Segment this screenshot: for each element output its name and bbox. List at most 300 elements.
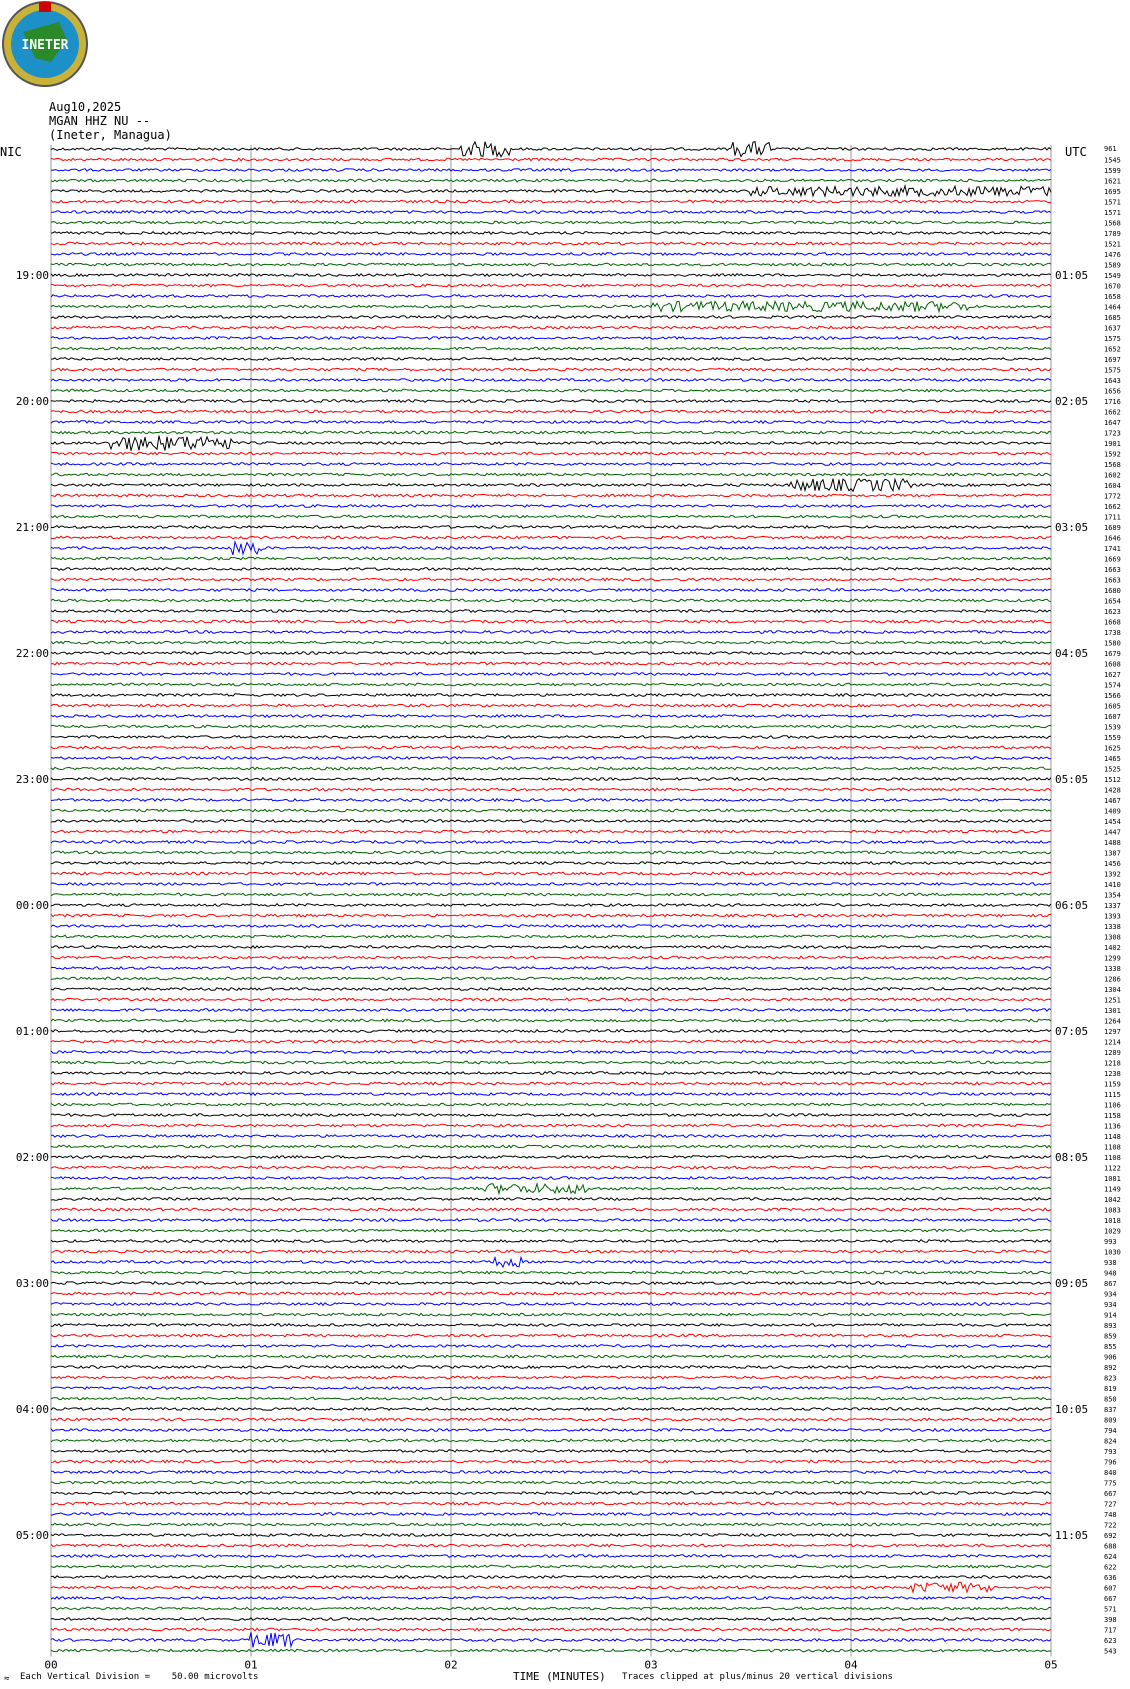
trace-count-label: 1568 [1104, 219, 1121, 228]
trace-count-label: 775 [1104, 1479, 1117, 1488]
x-tick-label: 05 [1044, 1658, 1058, 1672]
seismic-trace [51, 494, 1051, 497]
trace-count-label: 1108 [1104, 1143, 1121, 1152]
trace-count-label: 1454 [1104, 818, 1121, 826]
trace-count-label: 1658 [1104, 293, 1121, 301]
trace-count-label: 867 [1104, 1280, 1117, 1288]
seismic-trace [51, 326, 1051, 329]
trace-count-label: 1029 [1104, 1227, 1121, 1236]
seismic-trace [51, 1313, 1051, 1316]
seismic-trace [51, 1628, 1051, 1631]
seismic-trace [51, 977, 1051, 980]
trace-count-label: 1663 [1104, 576, 1121, 585]
seismic-trace [51, 935, 1051, 938]
trace-count-label: 1575 [1104, 335, 1121, 343]
trace-count-label: 1568 [1104, 461, 1121, 469]
seismic-trace [51, 542, 1051, 555]
seismic-trace [51, 1345, 1051, 1348]
trace-count-label: 1623 [1104, 608, 1121, 616]
seismic-trace [51, 1408, 1051, 1411]
trace-count-label: 1521 [1104, 240, 1121, 249]
seismic-trace [51, 1439, 1051, 1442]
trace-count-label: 809 [1104, 1416, 1117, 1425]
trace-count-label: 1679 [1104, 650, 1121, 658]
seismic-trace [51, 1502, 1051, 1505]
trace-count-label: 1338 [1104, 965, 1121, 973]
trace-count-label: 1599 [1104, 167, 1121, 175]
trace-count-label: 1149 [1104, 1185, 1121, 1194]
trace-count-label: 1574 [1104, 681, 1121, 690]
seismic-trace [51, 295, 1051, 298]
seismic-trace [51, 883, 1051, 886]
trace-count-label: 1575 [1104, 366, 1121, 375]
seismic-trace [51, 1376, 1051, 1379]
trace-count-label: 1136 [1104, 1122, 1121, 1131]
seismic-trace [51, 778, 1051, 781]
trace-count-label: 837 [1104, 1406, 1117, 1414]
seismic-trace [51, 400, 1051, 403]
seismic-trace [51, 1303, 1051, 1306]
seismic-trace [51, 1135, 1051, 1138]
seismic-trace [51, 421, 1051, 424]
trace-count-label: 819 [1104, 1385, 1117, 1393]
seismic-trace [51, 389, 1051, 392]
left-hour-label: 05:00 [15, 1529, 49, 1542]
trace-count-label: 1525 [1104, 765, 1121, 774]
seismic-trace [51, 1082, 1051, 1085]
seismic-trace [51, 809, 1051, 812]
trace-count-label: 840 [1104, 1469, 1117, 1477]
seismic-trace [51, 715, 1051, 718]
left-hour-label: 19:00 [15, 269, 49, 282]
seismic-trace [51, 830, 1051, 833]
trace-count-label: 1604 [1104, 482, 1121, 490]
trace-count-label: 1264 [1104, 1017, 1121, 1026]
seismic-trace [51, 1124, 1051, 1127]
seismic-trace [51, 1450, 1051, 1453]
seismic-trace [51, 505, 1051, 508]
seismic-trace [51, 1649, 1051, 1652]
seismic-trace [51, 1582, 1051, 1592]
trace-count-label: 1605 [1104, 702, 1121, 711]
seismic-trace [51, 736, 1051, 739]
left-hour-label: 20:00 [15, 395, 49, 408]
seismic-trace [51, 169, 1051, 172]
seismic-trace [51, 1019, 1051, 1022]
seismic-trace [51, 914, 1051, 917]
seismic-trace [51, 1208, 1051, 1211]
right-hour-label: 11:05 [1055, 1529, 1089, 1542]
trace-count-label: 1652 [1104, 345, 1121, 354]
trace-count-label: 1607 [1104, 713, 1121, 721]
seismic-trace [51, 1156, 1051, 1159]
trace-count-label: 1410 [1104, 881, 1121, 889]
left-hour-label: 23:00 [15, 773, 49, 786]
trace-count-label: 1392 [1104, 870, 1121, 879]
trace-count-label: 1081 [1104, 1175, 1121, 1183]
seismic-trace [51, 851, 1051, 854]
seismic-trace [51, 557, 1051, 560]
trace-count-label: 1115 [1104, 1091, 1121, 1099]
seismic-trace [51, 301, 1051, 311]
seismic-trace [51, 1271, 1051, 1274]
trace-count-label: 1901 [1104, 440, 1121, 448]
seismic-trace [51, 673, 1051, 676]
seismic-trace [51, 1093, 1051, 1096]
trace-count-label: 1589 [1104, 261, 1121, 270]
trace-count-label: 1122 [1104, 1164, 1121, 1173]
seismic-trace [51, 1618, 1051, 1621]
seismic-trace [51, 473, 1051, 476]
seismic-trace [51, 200, 1051, 203]
seismic-trace [51, 893, 1051, 896]
seismic-trace [51, 452, 1051, 455]
seismic-trace [51, 1334, 1051, 1337]
seismic-trace [51, 179, 1051, 182]
trace-count-label: 667 [1104, 1595, 1117, 1603]
seismic-trace [51, 652, 1051, 655]
right-hour-label: 06:05 [1055, 899, 1089, 912]
left-hour-label: 01:00 [15, 1025, 49, 1038]
seismic-trace [51, 694, 1051, 697]
trace-count-label: 1695 [1104, 188, 1121, 196]
seismic-trace [51, 1166, 1051, 1169]
seismic-trace [51, 578, 1051, 581]
right-hour-label: 04:05 [1055, 647, 1089, 660]
trace-count-label: 1299 [1104, 954, 1121, 963]
trace-count-label: 398 [1104, 1616, 1117, 1624]
seismic-trace [51, 820, 1051, 823]
seismic-trace [51, 1597, 1051, 1600]
seismic-trace [51, 479, 1051, 492]
trace-count-label: 1214 [1104, 1038, 1121, 1047]
trace-count-label: 624 [1104, 1553, 1117, 1561]
trace-count-label: 1680 [1104, 587, 1121, 595]
x-tick-label: 03 [644, 1658, 658, 1672]
seismic-trace [51, 1219, 1051, 1222]
seismic-trace [51, 232, 1051, 235]
x-tick-label: 00 [44, 1658, 58, 1672]
trace-count-label: 1158 [1104, 1112, 1121, 1120]
seismic-trace [51, 767, 1051, 770]
trace-count-label: 855 [1104, 1343, 1117, 1351]
trace-count-label: 906 [1104, 1353, 1117, 1362]
seismic-trace [51, 1565, 1051, 1568]
trace-count-label: 1697 [1104, 356, 1121, 364]
right-hour-label: 10:05 [1055, 1403, 1089, 1416]
trace-count-label: 1465 [1104, 755, 1121, 763]
seismic-trace [51, 1229, 1051, 1232]
seismic-trace [51, 221, 1051, 224]
seismic-trace [51, 274, 1051, 277]
x-axis-label: TIME (MINUTES) [513, 1670, 606, 1683]
seismic-trace [51, 410, 1051, 413]
seismic-trace [51, 431, 1051, 434]
seismic-trace [51, 568, 1051, 571]
trace-count-label: 1668 [1104, 618, 1121, 627]
seismic-trace [51, 1114, 1051, 1117]
seismic-trace [51, 1492, 1051, 1495]
seismic-trace [51, 1632, 1051, 1647]
seismic-trace [51, 358, 1051, 361]
trace-count-label: 1662 [1104, 408, 1121, 417]
seismic-trace [51, 1145, 1051, 1148]
trace-count-label: 622 [1104, 1563, 1117, 1572]
trace-count-label: 1602 [1104, 471, 1121, 480]
trace-count-label: 571 [1104, 1605, 1117, 1614]
seismic-trace [51, 641, 1051, 644]
seismic-trace [51, 1576, 1051, 1579]
x-tick-label: 04 [844, 1658, 858, 1672]
left-hour-label: 03:00 [15, 1277, 49, 1290]
trace-count-label: 1608 [1104, 660, 1121, 669]
trace-count-label: 1663 [1104, 566, 1121, 574]
first-count-label: 961 [1104, 145, 1117, 153]
trace-count-label: 823 [1104, 1374, 1117, 1383]
trace-count-label: 667 [1104, 1490, 1117, 1498]
left-hour-label: 21:00 [15, 521, 49, 534]
trace-count-label: 1464 [1104, 303, 1121, 312]
trace-count-label: 1549 [1104, 272, 1121, 280]
seismic-trace [51, 610, 1051, 613]
trace-count-label: 1716 [1104, 398, 1121, 406]
trace-count-label: 914 [1104, 1311, 1117, 1320]
seismic-trace [51, 967, 1051, 970]
trace-count-label: 1428 [1104, 786, 1121, 795]
seismic-trace [51, 998, 1051, 1001]
trace-count-label: 1571 [1104, 198, 1121, 207]
seismic-trace [51, 1355, 1051, 1358]
trace-count-label: 934 [1104, 1290, 1117, 1299]
seismic-trace [51, 925, 1051, 928]
trace-count-label: 859 [1104, 1332, 1117, 1341]
seismic-trace [51, 589, 1051, 592]
seismic-trace [51, 1387, 1051, 1390]
seismic-trace [51, 379, 1051, 382]
trace-count-label: 824 [1104, 1437, 1117, 1446]
seismic-trace [51, 142, 1051, 157]
seismic-trace [51, 284, 1051, 287]
trace-count-label: 636 [1104, 1574, 1117, 1582]
seismic-trace [51, 904, 1051, 907]
scale-note: Each Vertical Division = 50.00 microvolts [20, 1672, 259, 1682]
trace-count-label: 748 [1104, 1511, 1117, 1519]
seismic-trace [51, 436, 1051, 451]
seismic-trace [51, 337, 1051, 340]
seismic-trace [51, 1250, 1051, 1253]
trace-count-label: 727 [1104, 1500, 1117, 1509]
trace-count-label: 1670 [1104, 282, 1121, 291]
trace-count-label: 850 [1104, 1395, 1117, 1404]
seismic-trace [51, 704, 1051, 707]
seismic-trace [51, 1418, 1051, 1421]
seismic-trace [51, 1324, 1051, 1327]
trace-count-label: 1580 [1104, 639, 1121, 648]
trace-count-label: 1337 [1104, 902, 1121, 910]
trace-count-label: 1308 [1104, 933, 1121, 942]
trace-count-label: 1592 [1104, 450, 1121, 459]
seismic-trace [51, 158, 1051, 161]
seismic-trace [51, 1513, 1051, 1516]
seismic-trace [51, 683, 1051, 686]
trace-count-label: 1238 [1104, 1070, 1121, 1078]
trace-count-label: 692 [1104, 1532, 1117, 1540]
seismic-trace [51, 1282, 1051, 1285]
left-timezone-label: NIC [0, 145, 22, 159]
trace-count-label: 688 [1104, 1542, 1117, 1551]
trace-count-label: 948 [1104, 1269, 1117, 1278]
trace-count-label: 1689 [1104, 524, 1121, 532]
left-hour-label: 02:00 [15, 1151, 49, 1164]
clip-note: Traces clipped at plus/minus 20 vertical divisions [622, 1672, 893, 1682]
trace-count-label: 993 [1104, 1238, 1117, 1246]
seismic-trace [51, 1198, 1051, 1201]
trace-count-label: 1723 [1104, 429, 1121, 438]
seismic-trace [51, 1397, 1051, 1400]
seismic-trace [51, 988, 1051, 991]
trace-count-label: 543 [1104, 1647, 1117, 1656]
seismic-trace [51, 872, 1051, 875]
trace-count-label: 1643 [1104, 377, 1121, 385]
trace-count-label: 1409 [1104, 807, 1121, 816]
trace-count-label: 1402 [1104, 944, 1121, 952]
trace-count-label: 1354 [1104, 891, 1121, 900]
trace-count-label: 1646 [1104, 534, 1121, 543]
x-tick-label: 01 [244, 1658, 258, 1672]
seismic-trace [51, 631, 1051, 634]
trace-count-label: 1625 [1104, 744, 1121, 753]
seismic-trace [51, 1471, 1051, 1474]
trace-count-label: 1018 [1104, 1217, 1121, 1225]
seismic-trace [51, 725, 1051, 728]
trace-count-label: 1711 [1104, 513, 1121, 522]
trace-count-label: 1539 [1104, 723, 1121, 732]
trace-count-label: 1545 [1104, 156, 1121, 165]
trace-count-label: 1304 [1104, 986, 1121, 994]
seismic-trace [51, 956, 1051, 959]
seismic-trace [51, 186, 1051, 196]
trace-count-label: 1456 [1104, 860, 1121, 868]
trace-count-label: 1637 [1104, 324, 1121, 333]
header-station: MGAN HHZ NU -- [49, 114, 151, 128]
seismic-trace [51, 1523, 1051, 1526]
seismic-trace [51, 242, 1051, 245]
seismic-trace [51, 1366, 1051, 1369]
trace-count-label: 607 [1104, 1584, 1117, 1593]
trace-count-label: 1286 [1104, 975, 1121, 984]
left-hour-label: 04:00 [15, 1403, 49, 1416]
trace-count-label: 1789 [1104, 230, 1121, 238]
trace-count-label: 1772 [1104, 492, 1121, 501]
trace-count-label: 1108 [1104, 1154, 1121, 1162]
trace-count-label: 1656 [1104, 387, 1121, 396]
seismic-trace [51, 263, 1051, 266]
trace-count-label: 1338 [1104, 923, 1121, 931]
trace-count-label: 1148 [1104, 1133, 1121, 1141]
trace-count-label: 623 [1104, 1637, 1117, 1645]
seismic-trace [51, 1555, 1051, 1558]
seismic-trace [51, 1040, 1051, 1043]
seismic-trace [51, 1184, 1051, 1194]
seismic-trace [51, 1544, 1051, 1547]
seismic-trace [51, 1607, 1051, 1610]
right-hour-label: 09:05 [1055, 1277, 1089, 1290]
seismic-trace [51, 347, 1051, 350]
trace-count-label: 793 [1104, 1448, 1117, 1456]
seismic-trace [51, 1009, 1051, 1012]
seismic-trace [51, 1460, 1051, 1463]
header-location: (Ineter, Managua) [49, 128, 172, 142]
seismic-trace [51, 211, 1051, 214]
trace-count-label: 1685 [1104, 314, 1121, 322]
trace-count-label: 1297 [1104, 1028, 1121, 1036]
seismic-trace [51, 599, 1051, 602]
trace-count-label: 1387 [1104, 849, 1121, 858]
trace-count-label: 1447 [1104, 828, 1121, 837]
trace-count-label: 1571 [1104, 209, 1121, 217]
trace-count-label: 1467 [1104, 797, 1121, 805]
seismic-trace [51, 368, 1051, 371]
trace-count-label: 796 [1104, 1458, 1117, 1467]
seismic-trace [51, 1429, 1051, 1432]
seismic-trace [51, 799, 1051, 802]
logo-text: INETER [21, 38, 69, 53]
trace-count-label: 938 [1104, 1259, 1117, 1267]
seismic-trace [51, 1061, 1051, 1064]
seismic-trace [51, 746, 1051, 749]
seismic-trace [51, 788, 1051, 791]
right-hour-label: 07:05 [1055, 1025, 1089, 1038]
seismic-trace [51, 862, 1051, 865]
left-hour-label: 22:00 [15, 647, 49, 660]
trace-count-label: 1106 [1104, 1101, 1121, 1110]
right-hour-label: 01:05 [1055, 269, 1089, 282]
right-hour-label: 05:05 [1055, 773, 1089, 786]
left-hour-label: 00:00 [15, 899, 49, 912]
trace-count-label: 1654 [1104, 597, 1121, 606]
trace-count-label: 1488 [1104, 839, 1121, 847]
footer-symbol: ≈ [4, 1674, 10, 1684]
trace-count-label: 722 [1104, 1521, 1117, 1530]
trace-count-label: 1627 [1104, 671, 1121, 679]
right-hour-label: 02:05 [1055, 395, 1089, 408]
trace-count-label: 1621 [1104, 177, 1121, 186]
seismic-trace [51, 1103, 1051, 1106]
seismic-trace [51, 1030, 1051, 1033]
seismic-trace [51, 515, 1051, 518]
seismic-trace [51, 1240, 1051, 1243]
seismic-trace [51, 946, 1051, 949]
trace-count-label: 1662 [1104, 503, 1121, 511]
right-hour-label: 08:05 [1055, 1151, 1089, 1164]
trace-count-label: 1218 [1104, 1059, 1121, 1068]
seismic-trace [51, 253, 1051, 256]
trace-count-label: 1301 [1104, 1007, 1121, 1015]
seismic-trace [51, 1481, 1051, 1484]
trace-count-label: 1669 [1104, 555, 1121, 564]
trace-count-label: 1738 [1104, 629, 1121, 637]
trace-count-label: 1741 [1104, 545, 1121, 553]
trace-count-label: 1159 [1104, 1080, 1121, 1089]
trace-count-label: 1476 [1104, 251, 1121, 259]
trace-count-label: 1251 [1104, 996, 1121, 1005]
seismic-trace [51, 536, 1051, 539]
right-timezone-label: UTC [1065, 145, 1087, 159]
trace-count-label: 794 [1104, 1427, 1117, 1435]
seismic-trace [51, 1051, 1051, 1054]
seismic-trace [51, 1177, 1051, 1180]
trace-count-label: 1289 [1104, 1049, 1121, 1057]
